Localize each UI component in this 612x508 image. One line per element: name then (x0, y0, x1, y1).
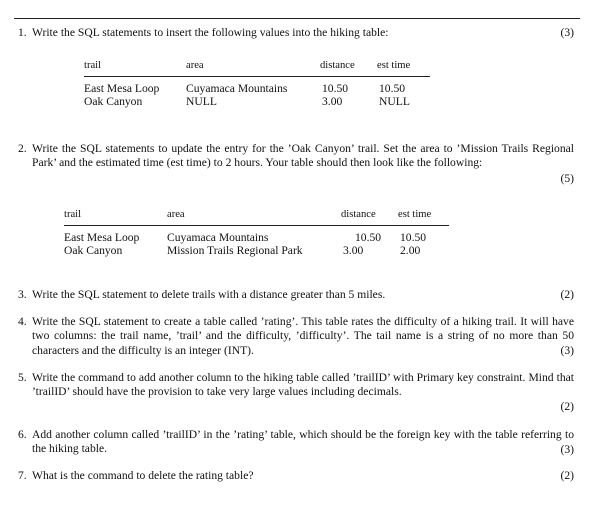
table-cell: 2.00 (400, 244, 421, 257)
question-1 (18, 26, 574, 42)
table-cell: 10.50 (400, 231, 427, 244)
question-6 (18, 428, 574, 460)
question-marks: (2) (560, 469, 574, 482)
table-cell: Cuyamaca Mountains (167, 231, 269, 244)
table-row (84, 82, 429, 95)
question-4 (18, 315, 574, 361)
question-5 (18, 371, 574, 417)
question-marks: (3) (560, 26, 574, 39)
question-marks: (3) (560, 344, 574, 357)
question-2 (18, 142, 574, 190)
question-marks: (2) (560, 400, 574, 413)
question-7 (18, 469, 574, 485)
hiking-table-2 (64, 208, 450, 257)
question-number: 6. (18, 428, 27, 441)
table-row (64, 244, 450, 257)
table-cell: Cuyamaca Mountains (186, 82, 288, 95)
question-marks: (3) (560, 443, 574, 456)
table-header-cell: distance (320, 60, 355, 71)
question-text: Write the SQL statement to create a table called ’rating’. This table rates the difficulty of a hiking trail. It will have two columns: the trail name, ’trail’ and the difficulty, ’difficulty’. The tail name is a string of no more than 50 characters and the difficulty is an integer (INT). (32, 315, 574, 357)
question-text: Write the SQL statements to update the entry for the ’Oak Canyon’ trail. Set the area to ’Mission Trails Regional Park’ and the estimated time (est time) to 2 hours. Your table should then look like the following: (32, 142, 574, 170)
table-header-rule (64, 225, 449, 226)
table-cell: East Mesa Loop (84, 82, 160, 95)
table-cell: Oak Canyon (84, 95, 143, 108)
question-number: 7. (18, 469, 27, 482)
question-text: Add another column called ’trailID’ in the ’rating’ table, which should be the foreign key with the table referring to the hiking table. (32, 428, 574, 456)
question-text: Write the command to add another column to the hiking table called ’trailID’ with Primary key constraint. Mind that ’trailID’ should have the provision to take very large values including decimals. (32, 371, 574, 399)
question-text: Write the SQL statement to delete trails with a distance greater than 5 miles. (32, 288, 386, 301)
table-cell: NULL (186, 95, 217, 108)
table-cell: Mission Trails Regional Park (167, 244, 303, 257)
table-header-cell: distance (341, 209, 376, 220)
table-header-row (84, 59, 429, 72)
question-number: 2. (18, 142, 27, 155)
table-cell: 10.50 (355, 231, 382, 244)
table-cell: 3.00 (322, 95, 343, 108)
table-cell: East Mesa Loop (64, 231, 140, 244)
question-number: 5. (18, 371, 27, 384)
question-text: Write the SQL statements to insert the following values into the hiking table: (32, 26, 389, 39)
question-number: 3. (18, 288, 27, 301)
question-marks: (2) (560, 288, 574, 301)
question-3 (18, 288, 574, 304)
hiking-table-1 (84, 59, 429, 108)
table-header-row (64, 208, 450, 221)
table-header-cell: trail (64, 209, 82, 220)
question-text: What is the command to delete the rating table? (32, 469, 254, 482)
table-row (84, 95, 429, 108)
table-cell: 10.50 (379, 82, 406, 95)
table-header-cell: area (167, 209, 185, 220)
table-header-rule (84, 76, 430, 77)
table-cell: NULL (379, 95, 410, 108)
table-header-cell: est time (377, 60, 411, 71)
top-rule (14, 18, 580, 19)
table-cell: Oak Canyon (64, 244, 123, 257)
table-row (64, 231, 450, 244)
question-number: 4. (18, 315, 27, 328)
question-marks: (5) (560, 172, 574, 185)
table-header-cell: est time (398, 209, 432, 220)
table-header-cell: trail (84, 60, 102, 71)
table-cell: 3.00 (343, 244, 364, 257)
table-header-cell: area (186, 60, 204, 71)
question-number: 1. (18, 26, 27, 39)
table-cell: 10.50 (322, 82, 349, 95)
